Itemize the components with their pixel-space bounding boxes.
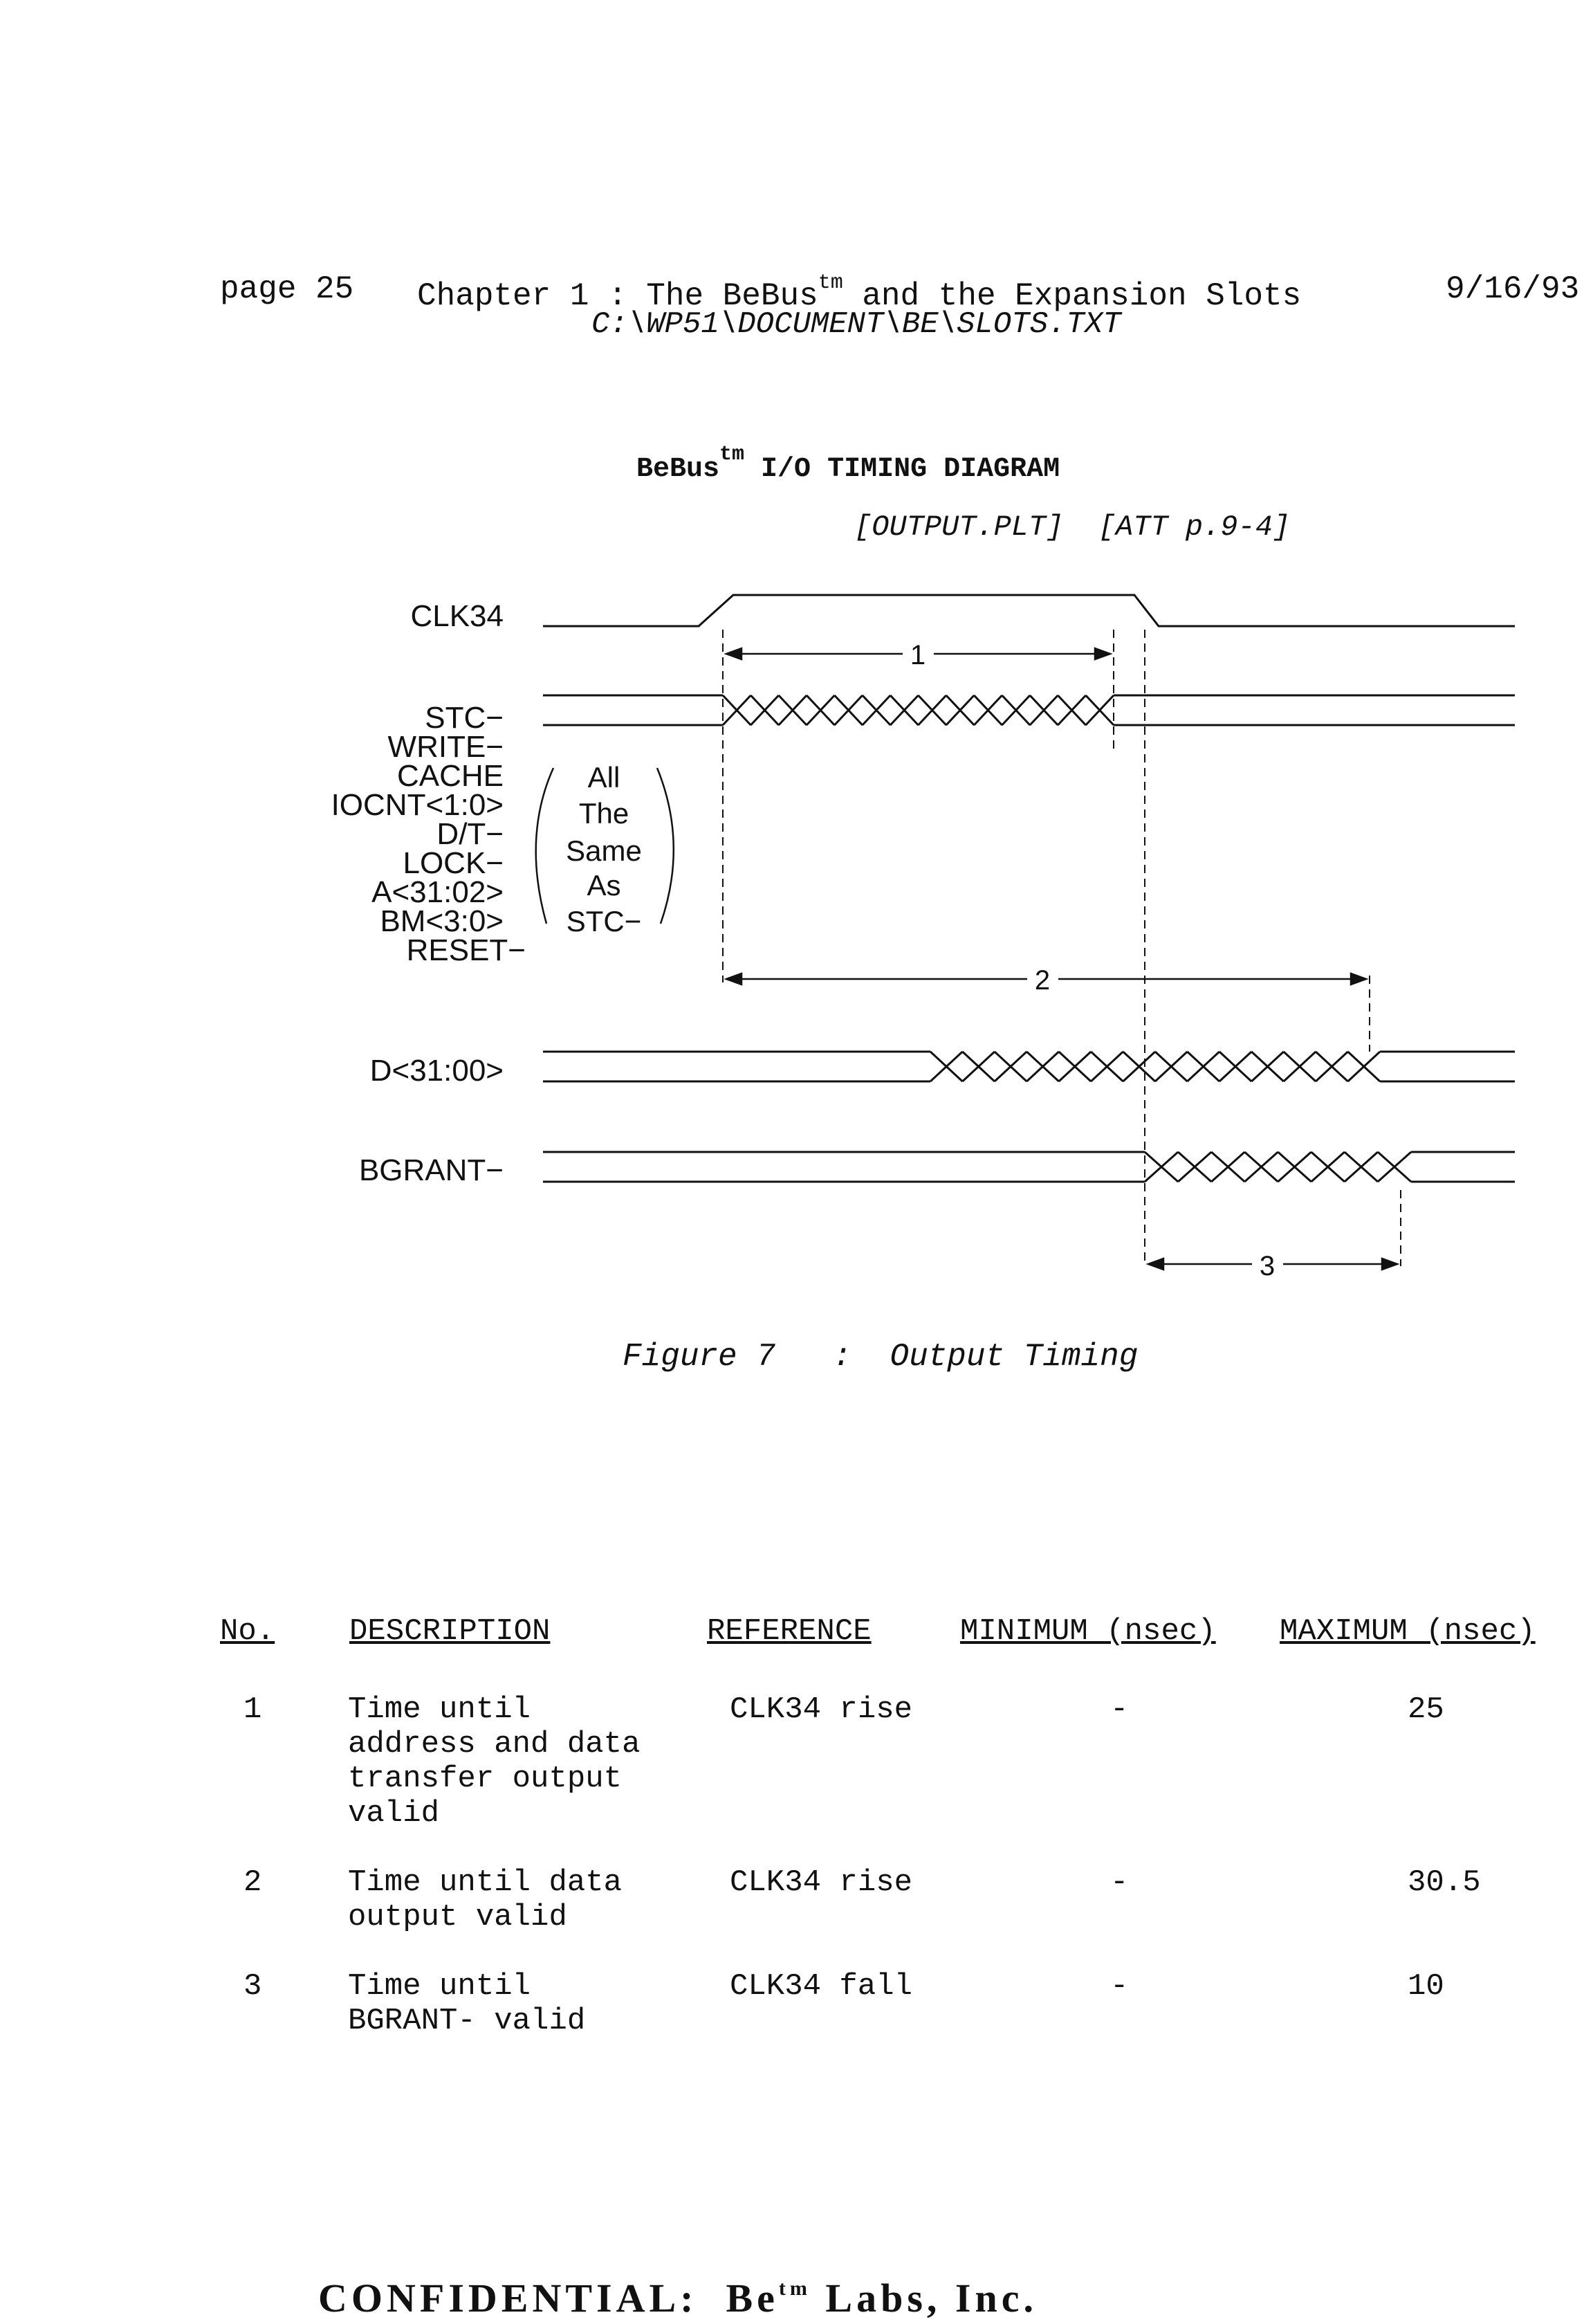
interval-3-label: 3 — [1259, 1251, 1276, 1281]
row-3-description: Time until BGRANT- valid — [348, 1969, 586, 2038]
col-header-maximum: MAXIMUM (nsec) — [1280, 1614, 1536, 1649]
signal-bm: BM<3:0> — [380, 904, 504, 938]
col-header-no: No. — [220, 1614, 275, 1649]
note-line-5: STC− — [566, 905, 642, 937]
signal-stc: STC− — [425, 701, 504, 735]
diagram-title — [636, 443, 1060, 485]
trademark-mark: tm — [719, 443, 745, 466]
interval-1-label: 1 — [910, 640, 926, 670]
diagram-title-rest: I/O TIMING DIAGRAM — [744, 454, 1060, 485]
row-3-minimum: - — [1110, 1969, 1129, 2004]
diagram-title-text: BeBus — [636, 454, 720, 485]
col-header-description: DESCRIPTION — [349, 1614, 551, 1649]
signal-data: D<31:00> — [369, 1054, 504, 1088]
note-line-4: As — [587, 869, 621, 902]
interval-2-arrow-left — [726, 973, 742, 985]
signal-reset: RESET− — [406, 933, 526, 967]
interval-3-arrow-right — [1382, 1259, 1397, 1270]
page-number: page 25 — [220, 271, 354, 307]
footer-text-rest: Labs, Inc. — [811, 2276, 1038, 2321]
interval-3-arrow-left — [1148, 1259, 1163, 1270]
row-2-reference: CLK34 rise — [730, 1865, 913, 1900]
confidential-footer — [318, 2275, 1038, 2321]
chapter-title-text: Chapter 1 : The BeBus — [417, 278, 818, 314]
signal-write: WRITE− — [387, 730, 504, 764]
row-2-maximum: 30.5 — [1408, 1865, 1481, 1900]
row-3-reference: CLK34 fall — [730, 1969, 913, 2004]
header-date: 9/16/93 — [1446, 271, 1580, 307]
stc-crosshatch — [723, 695, 1114, 725]
signal-address: A<31:02> — [371, 875, 504, 909]
row-3-maximum: 10 — [1408, 1969, 1444, 2004]
clk34-waveform — [543, 595, 1515, 626]
diagram-reference: [OUTPUT.PLT] [ATT p.9-4] — [854, 511, 1291, 544]
row-2-description: Time until data output valid — [348, 1865, 623, 1934]
chapter-title-rest: and the Expansion Slots — [842, 278, 1302, 314]
note-line-2: The — [578, 797, 629, 830]
signal-lock: LOCK− — [403, 846, 504, 880]
signal-iocnt: IOCNT<1:0> — [331, 788, 504, 822]
signal-dt: D/T− — [436, 817, 504, 851]
bgrant-crosshatch — [1145, 1152, 1411, 1182]
trademark-mark: tm — [778, 2277, 811, 2300]
interval-1-arrow-right — [1095, 648, 1110, 659]
signal-bgrant: BGRANT− — [358, 1153, 504, 1187]
note-line-1: All — [587, 761, 620, 794]
row-2-minimum: - — [1110, 1865, 1129, 1900]
data-crosshatch — [930, 1052, 1380, 1081]
row-2-no: 2 — [243, 1865, 262, 1900]
row-1-maximum: 25 — [1408, 1692, 1444, 1727]
note-line-3: Same — [566, 834, 642, 867]
row-3-no: 3 — [243, 1969, 262, 2004]
brace-left — [536, 768, 553, 924]
row-1-description: Time until address and data transfer output valid — [348, 1692, 641, 1831]
trademark-mark: tm — [818, 271, 843, 295]
signal-cache: CACHE — [396, 759, 504, 793]
row-1-minimum: - — [1110, 1692, 1129, 1727]
interval-1-arrow-left — [726, 648, 742, 659]
interval-2-arrow-right — [1351, 973, 1366, 985]
row-1-reference: CLK34 rise — [730, 1692, 913, 1727]
row-1-no: 1 — [243, 1692, 262, 1727]
timing-diagram — [0, 567, 1593, 1301]
col-header-reference: REFERENCE — [707, 1614, 872, 1649]
brace-right — [657, 768, 674, 924]
figure-caption: Figure 7 : Output Timing — [623, 1339, 1139, 1375]
footer-text: CONFIDENTIAL: Be — [318, 2276, 779, 2321]
col-header-minimum: MINIMUM (nsec) — [960, 1614, 1216, 1649]
interval-2-label: 2 — [1034, 965, 1051, 996]
file-path: C:\WP51\DOCUMENT\BE\SLOTS.TXT — [591, 307, 1121, 342]
signal-clk34: CLK34 — [410, 599, 504, 633]
